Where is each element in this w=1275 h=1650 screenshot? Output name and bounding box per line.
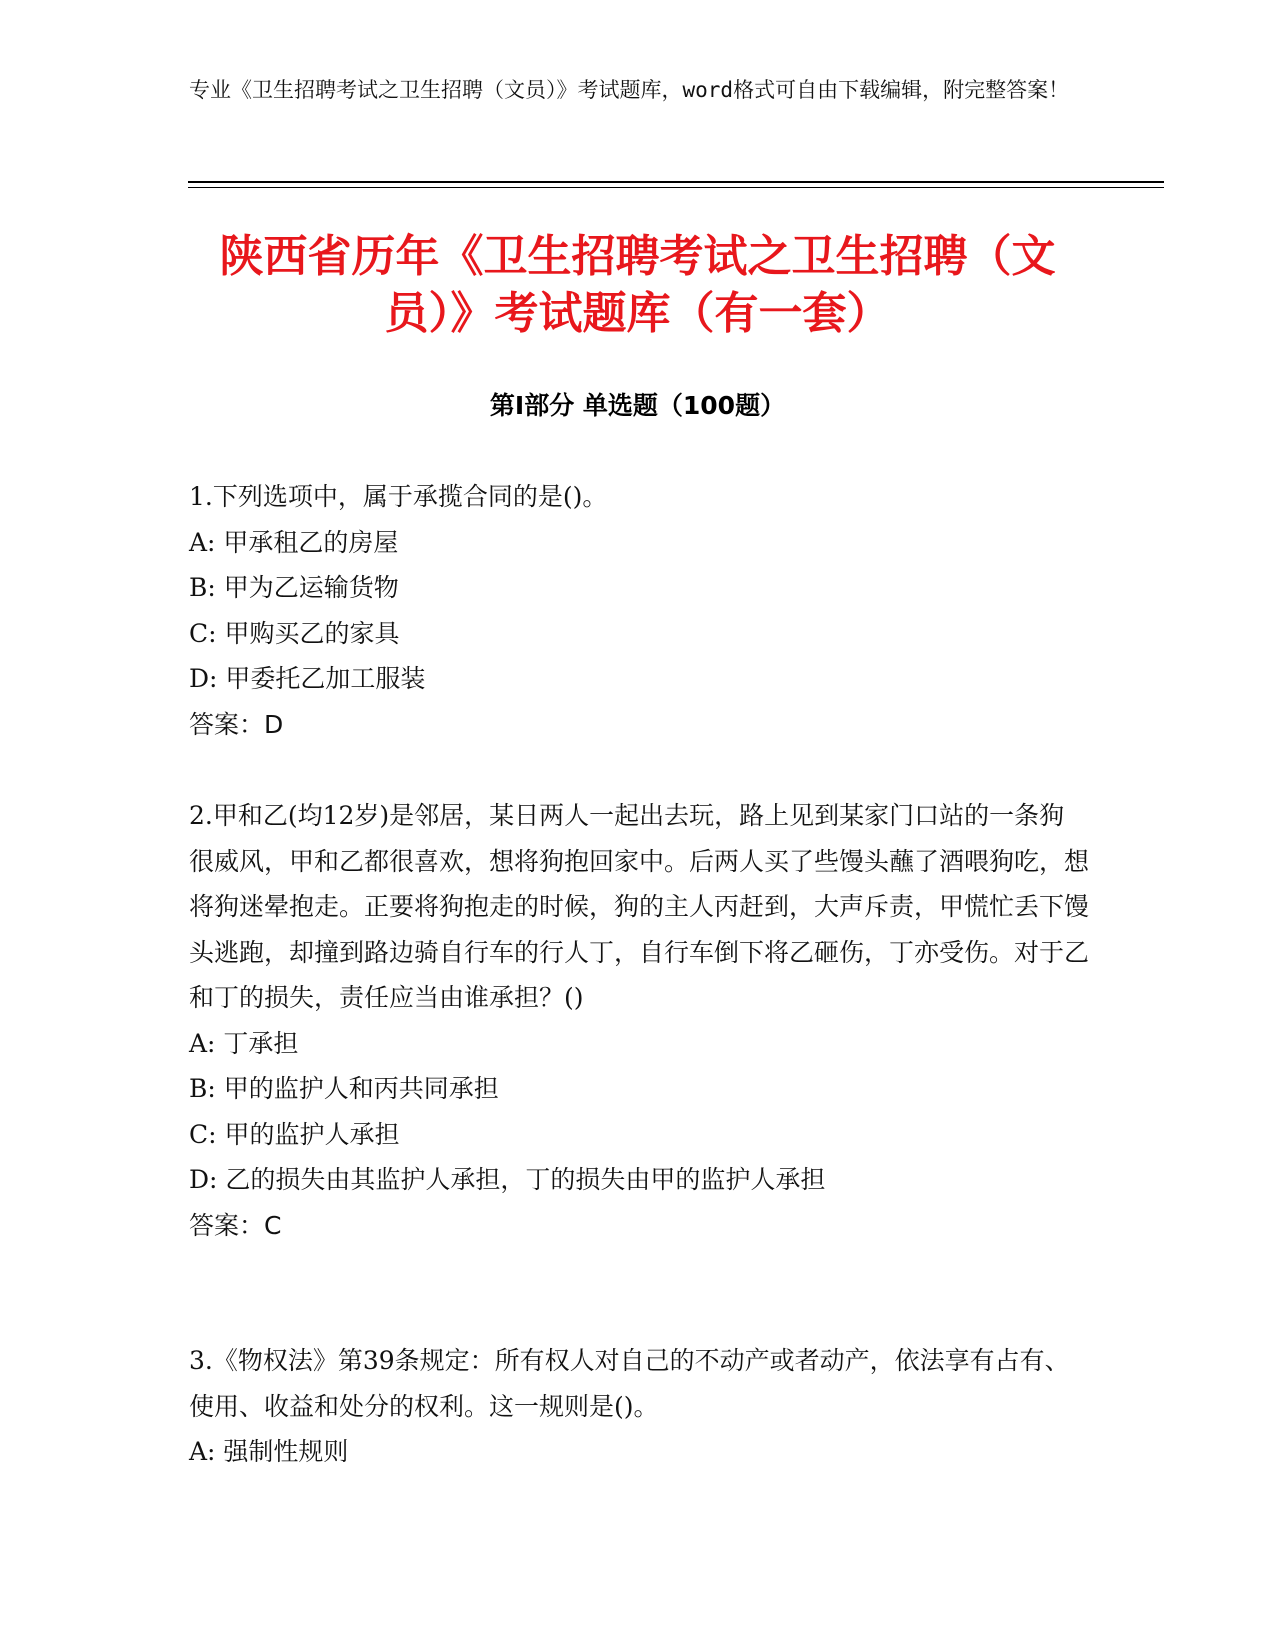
document-title: 陕西省历年《卫生招聘考试之卫生招聘（文员）》考试题库（有一套） <box>219 231 1056 339</box>
question-stem: 2.甲和乙(均12岁)是邻居，某日两人一起出去玩，路上见到某家门口站的一条狗很威风，甲和乙都很喜欢，想将狗抱回家中。后两人买了些馒头蘸了酒喂狗吃，想将狗迷晕抱走。正要将狗抱走的时候，狗的主人丙赶到，大声斥责，甲慌忙丢下馒头逃跑，却撞到路边骑自行车的行人丁，自行车倒下将乙砸伤，丁亦受伤。对于乙和丁的损失，责任应当由谁承担？() <box>189 801 1090 1012</box>
question-1 <box>189 474 1089 747</box>
option-c: C: 甲的监护人承担 <box>189 1119 400 1149</box>
option-d: D: 甲委托乙加工服装 <box>189 664 426 693</box>
question-2 <box>189 793 1089 1248</box>
question-stem: 1.下列选项中，属于承揽合同的是()。 <box>189 482 608 511</box>
option-a: A: 甲承租乙的房屋 <box>189 527 399 557</box>
option-d: D: 乙的损失由其监护人承担，丁的损失由甲的监护人承担 <box>189 1165 826 1194</box>
option-b: B: 甲为乙运输货物 <box>189 573 399 602</box>
section-title: 第Ⅰ部分 单选题（100题） <box>489 391 786 420</box>
header-rule-thick <box>188 181 1164 183</box>
header-rule-thin <box>188 187 1164 188</box>
header-note: 专业《卫生招聘考试之卫生招聘（文员）》考试题库，word格式可自由下载编辑，附完整答案！ <box>189 78 1070 102</box>
answer: 答案：D <box>189 709 284 739</box>
answer: 答案：C <box>189 1210 282 1240</box>
option-c: C: 甲购买乙的家具 <box>189 618 400 648</box>
option-a: A: 强制性规则 <box>189 1437 349 1466</box>
option-b: B: 甲的监护人和丙共同承担 <box>189 1074 499 1103</box>
question-3 <box>189 1338 1089 1475</box>
question-stem: 3.《物权法》第39条规定：所有权人对自己的不动产或者动产，依法享有占有、使用、收益和处分的权利。这一规则是()。 <box>189 1346 1070 1421</box>
option-a: A: 丁承担 <box>189 1028 299 1058</box>
